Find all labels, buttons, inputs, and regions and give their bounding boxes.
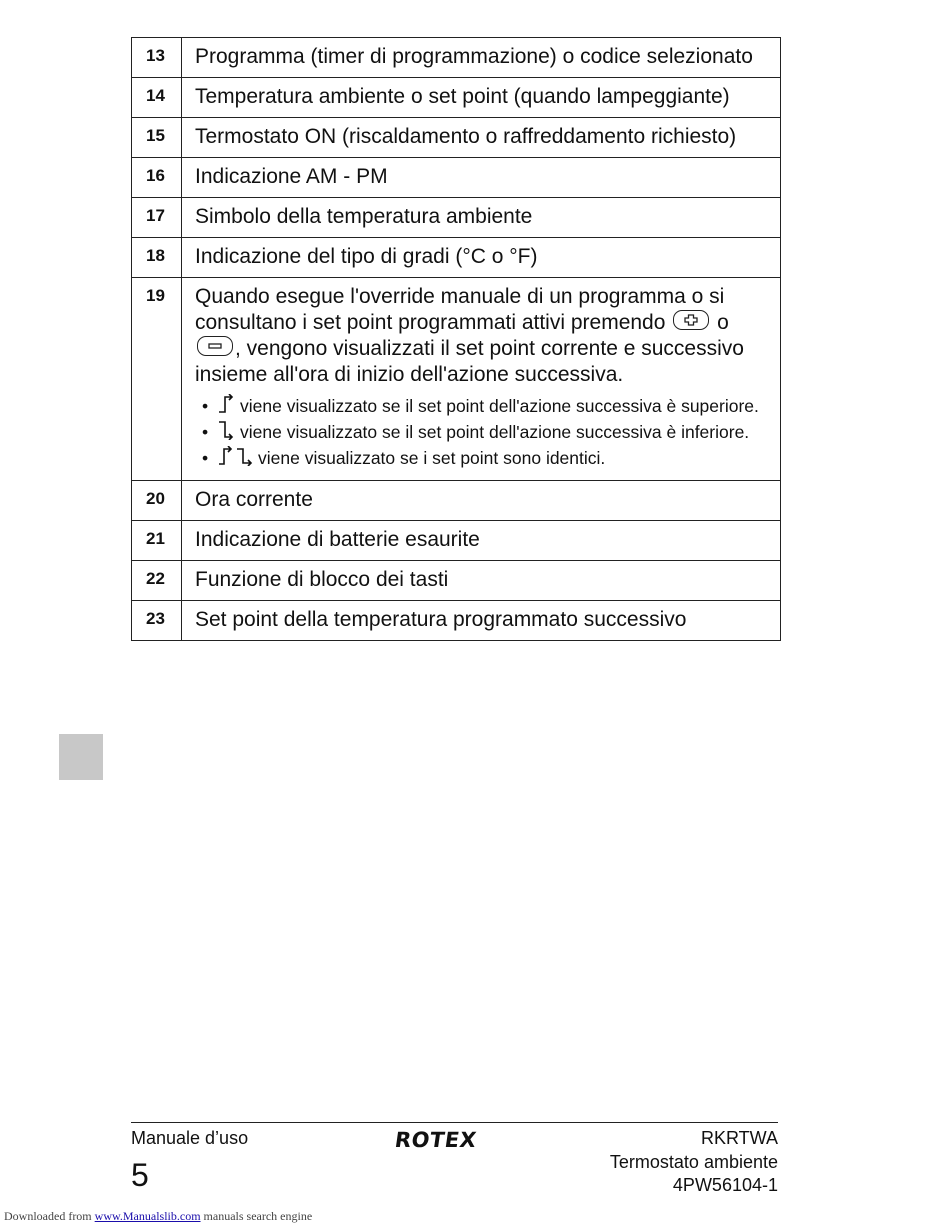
item-description: Funzione di blocco dei tasti bbox=[182, 561, 781, 601]
list-item bbox=[195, 445, 768, 471]
bullet-text: viene visualizzato se il set point dell'azione successiva è superiore. bbox=[240, 396, 759, 416]
item-description: Set point della temperatura programmato successivo bbox=[182, 601, 781, 641]
item-description: Programma (timer di programmazione) o codice selezionato bbox=[182, 38, 781, 78]
step-down-icon bbox=[218, 420, 236, 440]
item-description: Simbolo della temperatura ambiente bbox=[182, 198, 781, 238]
item-number: 16 bbox=[132, 158, 182, 198]
footer-manual-title: Manuale d’uso bbox=[131, 1128, 249, 1148]
item-description: Temperatura ambiente o set point (quando lampeggiante) bbox=[182, 78, 781, 118]
item-number: 14 bbox=[132, 78, 182, 118]
table-row bbox=[132, 198, 781, 238]
rotex-logo: ROTEX bbox=[393, 1128, 479, 1152]
bullet-dot: • bbox=[202, 396, 209, 416]
item-description: Termostato ON (riscaldamento o raffreddamento richiesto) bbox=[182, 118, 781, 158]
list-item bbox=[195, 393, 768, 419]
item-text-part: , vengono visualizzati il set point corrente e successivo insieme all'ora di inizio dell'azione successiva. bbox=[195, 337, 744, 386]
item-number: 17 bbox=[132, 198, 182, 238]
item-description bbox=[182, 278, 781, 481]
table-row bbox=[132, 521, 781, 561]
manualslib-link[interactable]: www.Manualslib.com bbox=[94, 1209, 201, 1223]
item-number: 15 bbox=[132, 118, 182, 158]
footer-product-info bbox=[610, 1127, 778, 1198]
download-note-prefix: Downloaded from bbox=[4, 1209, 92, 1223]
items-table bbox=[131, 37, 781, 641]
item-number: 20 bbox=[132, 481, 182, 521]
bullet-dot: • bbox=[202, 422, 209, 442]
item-number: 19 bbox=[132, 278, 182, 481]
list-item bbox=[195, 419, 768, 445]
bullet-text: viene visualizzato se i set point sono identici. bbox=[258, 448, 606, 468]
table-row bbox=[132, 561, 781, 601]
item-number: 13 bbox=[132, 38, 182, 78]
bullet-list bbox=[195, 393, 768, 471]
step-up-down-icon bbox=[218, 446, 254, 466]
item-description: Ora corrente bbox=[182, 481, 781, 521]
item-number: 22 bbox=[132, 561, 182, 601]
item-description: Indicazione AM - PM bbox=[182, 158, 781, 198]
bullet-text: viene visualizzato se il set point dell'azione successiva è inferiore. bbox=[240, 422, 750, 442]
table-row bbox=[132, 278, 781, 481]
item-number: 21 bbox=[132, 521, 182, 561]
table-row bbox=[132, 38, 781, 78]
footer-document-code: 4PW56104-1 bbox=[672, 1175, 778, 1195]
download-note-suffix: manuals search engine bbox=[203, 1209, 313, 1223]
download-note bbox=[4, 1209, 312, 1224]
table-row bbox=[132, 238, 781, 278]
table-row bbox=[132, 118, 781, 158]
page-number: 5 bbox=[131, 1157, 149, 1193]
plus-key-icon bbox=[673, 310, 709, 330]
item-number: 18 bbox=[132, 238, 182, 278]
step-up-icon bbox=[218, 394, 236, 414]
chapter-tab-marker bbox=[59, 734, 103, 780]
table-row bbox=[132, 78, 781, 118]
footer-product-name: Termostato ambiente bbox=[609, 1151, 778, 1172]
bullet-dot: • bbox=[202, 448, 209, 468]
item-text-part: o bbox=[717, 311, 729, 334]
table-row bbox=[132, 158, 781, 198]
minus-key-icon bbox=[197, 336, 233, 356]
table-row bbox=[132, 601, 781, 641]
item-number: 23 bbox=[132, 601, 182, 641]
item-description: Indicazione di batterie esaurite bbox=[182, 521, 781, 561]
item-description: Indicazione del tipo di gradi (°C o °F) bbox=[182, 238, 781, 278]
footer-divider bbox=[131, 1122, 778, 1123]
table-row bbox=[132, 481, 781, 521]
item-text-part: Quando esegue l'override manuale di un programma o si consultano i set point programmati attivi premendo bbox=[195, 285, 725, 334]
footer-model: RKRTWA bbox=[700, 1128, 778, 1148]
